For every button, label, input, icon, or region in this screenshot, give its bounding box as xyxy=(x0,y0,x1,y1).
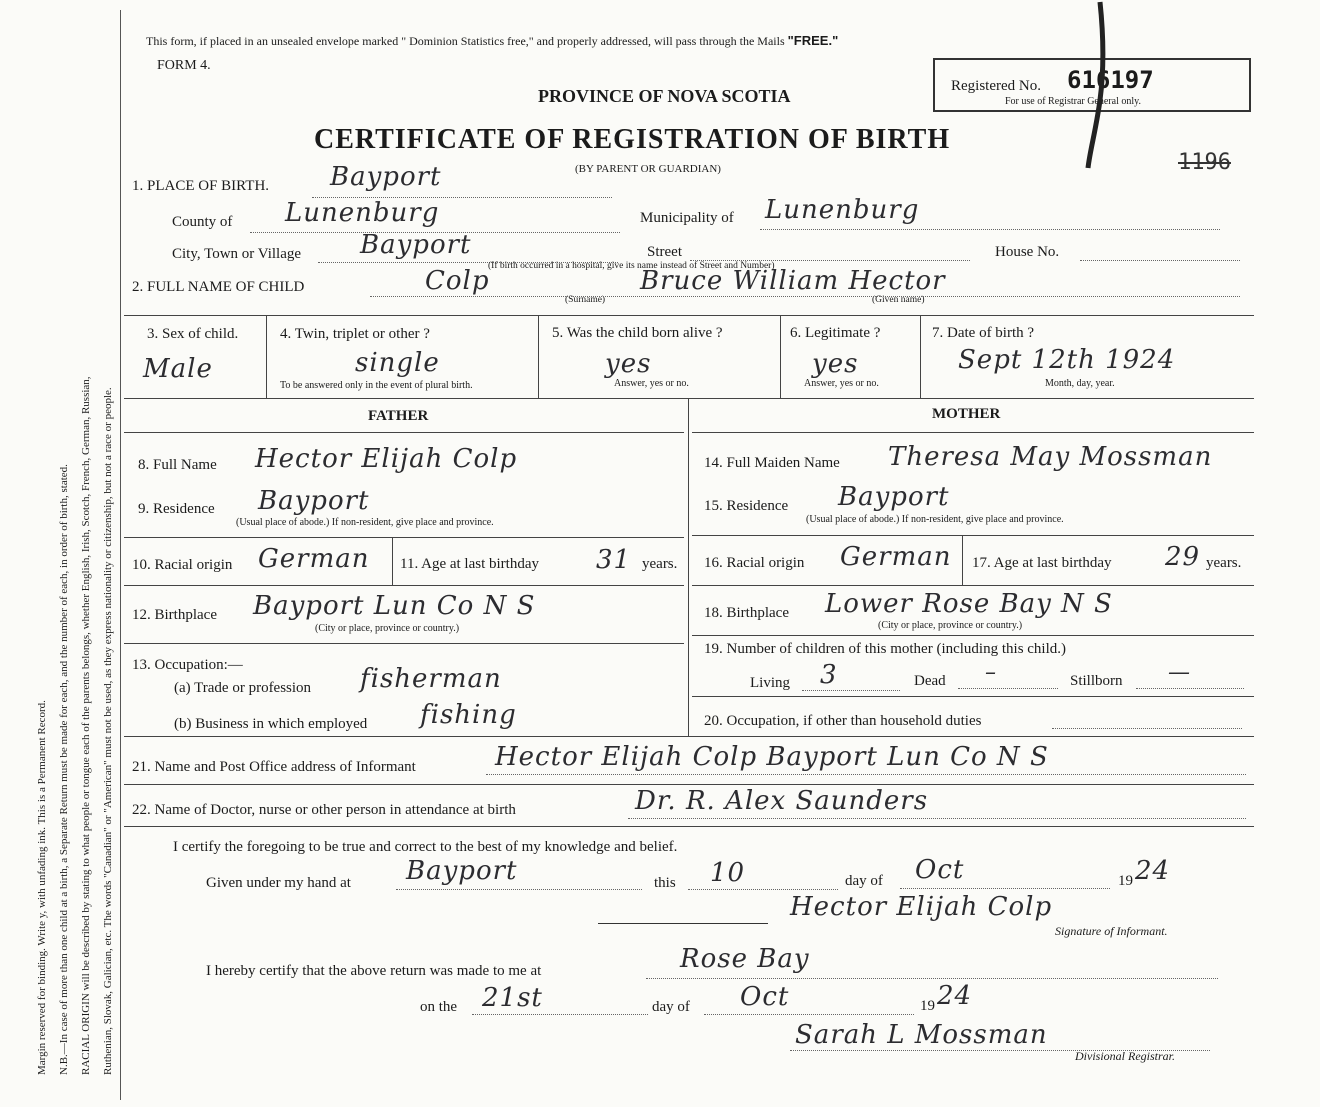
place-of-birth-label: 1. PLACE OF BIRTH. xyxy=(132,178,270,194)
father-heading: FATHER xyxy=(368,408,429,424)
mother-age-value: 29 xyxy=(1165,542,1201,572)
mother-residence-note: (Usual place of abode.) If non-resident, give place and province. xyxy=(806,514,1064,525)
on-the-value: 21st xyxy=(482,983,543,1013)
child-name-line xyxy=(370,296,1240,297)
page-title: CERTIFICATE OF REGISTRATION OF BIRTH xyxy=(314,124,951,155)
stillborn-line xyxy=(1136,688,1244,689)
street-line xyxy=(690,260,970,261)
informant-bottom-rule xyxy=(124,826,1254,827)
attendant-value: Dr. R. Alex Saunders xyxy=(635,786,929,816)
house-number-line xyxy=(1080,260,1240,261)
boxes-top-rule xyxy=(124,315,1254,316)
given-under-label: Given under my hand at xyxy=(206,875,351,891)
year2-value: 24 xyxy=(937,981,973,1011)
father-residence-value: Bayport xyxy=(258,486,370,516)
mother-age-unit: years. xyxy=(1206,555,1242,571)
year-value: 24 xyxy=(1135,856,1171,886)
this-line xyxy=(688,889,838,890)
child-surname-caption: (Surname) xyxy=(565,295,606,305)
registrar-signature: Sarah L Mossman xyxy=(795,1020,1048,1050)
mail-notice-free: "FREE." xyxy=(787,33,839,48)
year-prefix: 19 xyxy=(1118,873,1133,889)
city-label: City, Town or Village xyxy=(172,246,302,262)
this-value: 10 xyxy=(710,858,746,888)
children-count-label: 19. Number of children of this mother (including this child.) xyxy=(704,641,1067,657)
registered-number-note: For use of Registrar General only. xyxy=(1005,96,1141,107)
informant-signature-caption: Signature of Informant. xyxy=(1055,924,1168,938)
informant-line xyxy=(486,774,1246,775)
trade-label: (a) Trade or profession xyxy=(174,680,312,696)
father-name-value: Hector Elijah Colp xyxy=(255,444,518,474)
mail-notice xyxy=(146,33,838,49)
informant-mid-rule xyxy=(124,784,1254,785)
date-of-birth-label: 7. Date of birth ? xyxy=(932,325,1035,341)
twin-value: single xyxy=(355,348,440,378)
father-name-label: 8. Full Name xyxy=(138,457,217,473)
business-value: fishing xyxy=(420,700,517,730)
mother-occupation-label: 20. Occupation, if other than household duties xyxy=(704,713,982,729)
dead-label: Dead xyxy=(914,673,946,689)
street-label: Street xyxy=(647,244,682,260)
mother-residence-value: Bayport xyxy=(838,482,950,512)
return-made-at-line xyxy=(646,978,1218,979)
street-note: (If birth occurred in a hospital, give its name instead of Street and Number) xyxy=(488,261,775,271)
form-number: FORM 4. xyxy=(157,58,211,73)
mother-birthplace-label: 18. Birthplace xyxy=(704,605,789,621)
day-of-label: day of xyxy=(845,873,883,889)
occupation-label: 13. Occupation:— xyxy=(132,657,243,673)
twin-label: 4. Twin, triplet or other ? xyxy=(280,326,430,342)
father-rule-4 xyxy=(124,643,684,644)
on-the-line xyxy=(472,1014,648,1015)
box-divider-2 xyxy=(538,315,539,398)
boxes-bottom-rule xyxy=(124,398,1254,399)
mother-residence-label: 15. Residence xyxy=(704,498,789,514)
mother-rule-4 xyxy=(692,635,1254,636)
mother-racial-value: German xyxy=(840,542,952,572)
mail-notice-text: This form, if placed in an unsealed envelope marked " Dominion Statistics free," and properly addressed, will pass through the Mails xyxy=(146,34,785,48)
place-of-birth-value: Bayport xyxy=(330,162,442,192)
child-given-name-value: Bruce William Hector xyxy=(640,266,946,296)
return-made-statement: I hereby certify that the above return was made to me at xyxy=(206,963,542,979)
on-the-label: on the xyxy=(420,999,458,1015)
date-of-birth-note: Month, day, year. xyxy=(1045,378,1115,389)
day-of2-label: day of xyxy=(652,999,690,1015)
stamp-number: 1196 xyxy=(1178,150,1231,175)
father-residence-note: (Usual place of abode.) If non-resident, give place and province. xyxy=(236,517,494,528)
living-value: 3 xyxy=(820,660,838,690)
given-place-value: Bayport xyxy=(406,856,518,886)
parents-center-rule xyxy=(688,398,689,736)
mother-rule-3 xyxy=(692,585,1254,586)
city-value: Bayport xyxy=(360,230,472,260)
child-surname-value: Colp xyxy=(425,266,490,296)
mother-name-label: 14. Full Maiden Name xyxy=(704,455,840,471)
father-birthplace-value: Bayport Lun Co N S xyxy=(253,591,536,621)
father-age-value: 31 xyxy=(596,545,632,575)
living-line xyxy=(802,690,900,691)
municipality-value: Lunenburg xyxy=(765,195,920,225)
father-rule-3 xyxy=(124,585,684,586)
this-label: this xyxy=(654,875,676,891)
registered-number: 616197 xyxy=(1067,66,1154,94)
father-birthplace-label: 12. Birthplace xyxy=(132,607,217,623)
trade-value: fisherman xyxy=(360,664,502,694)
informant-label: 21. Name and Post Office address of Informant xyxy=(132,759,416,775)
mother-age-label: 17. Age at last birthday xyxy=(972,555,1112,571)
mother-heading: MOTHER xyxy=(932,406,1001,422)
municipality-line xyxy=(760,229,1220,230)
stillborn-label: Stillborn xyxy=(1070,673,1123,689)
mother-name-value: Theresa May Mossman xyxy=(888,442,1213,472)
father-racial-divider xyxy=(392,537,393,585)
father-racial-label: 10. Racial origin xyxy=(132,557,233,573)
box-divider-4 xyxy=(920,315,921,398)
return-made-at-value: Rose Bay xyxy=(680,944,810,974)
father-rule-2 xyxy=(124,537,684,538)
informant-value: Hector Elijah Colp Bayport Lun Co N S xyxy=(495,742,1049,772)
born-alive-note: Answer, yes or no. xyxy=(614,378,689,389)
mother-rule-1 xyxy=(692,432,1254,433)
attendant-label: 22. Name of Doctor, nurse or other person in attendance at birth xyxy=(132,802,516,818)
margin-note-multiple-births: N.B.—In case of more than one child at a birth, a Separate Return must be made for each, and the number of each, in order of birth, stated. xyxy=(58,464,70,1075)
born-alive-value: yes xyxy=(605,349,652,379)
margin-note-binding: Margin reserved for binding. Write y, with unfading ink. This is a Permanent Record. xyxy=(36,700,48,1075)
box-divider-3 xyxy=(780,315,781,398)
county-label: County of xyxy=(172,214,233,230)
certify-statement: I certify the foregoing to be true and correct to the best of my knowledge and belief. xyxy=(173,839,678,855)
day-of-value: Oct xyxy=(915,855,965,885)
father-racial-value: German xyxy=(258,544,370,574)
year2-prefix: 19 xyxy=(920,998,935,1014)
born-alive-label: 5. Was the child born alive ? xyxy=(552,325,723,341)
municipality-label: Municipality of xyxy=(640,210,734,226)
day-of2-line xyxy=(704,1014,914,1015)
dead-line xyxy=(958,688,1058,689)
father-age-label: 11. Age at last birthday xyxy=(400,556,539,572)
margin-note-racial-origin-2: Ruthenian, Slovak, Galician, etc. The words "Canadian" or "American" must not be used, as they express nationality or citizenship, but not a race or people. xyxy=(102,387,114,1075)
informant-signature: Hector Elijah Colp xyxy=(790,892,1053,922)
father-birthplace-note: (City or place, province or country.) xyxy=(315,623,460,634)
registrar-caption: Divisional Registrar. xyxy=(1075,1049,1176,1063)
father-residence-label: 9. Residence xyxy=(138,501,215,517)
given-place-line xyxy=(396,889,642,890)
margin-rule xyxy=(120,10,121,1100)
legitimate-note: Answer, yes or no. xyxy=(804,378,879,389)
margin-note-racial-origin-1: RACIAL ORIGIN will be described by stating to what people or tongue each of the parents belongs, whether English, Irish, Scotch, French, German, Russian, xyxy=(80,376,92,1075)
informant-top-rule xyxy=(124,736,1254,737)
registered-number-label: Registered No. xyxy=(951,78,1041,94)
ink-stroke xyxy=(1060,0,1120,170)
sex-value: Male xyxy=(143,354,213,384)
attendant-line xyxy=(628,818,1246,819)
twin-note: To be answered only in the event of plural birth. xyxy=(280,380,473,391)
living-label: Living xyxy=(750,675,790,691)
father-age-unit: years. xyxy=(642,556,678,572)
sex-label: 3. Sex of child. xyxy=(147,326,239,342)
child-name-label: 2. FULL NAME OF CHILD xyxy=(132,279,305,295)
binding-margin xyxy=(0,0,120,1107)
stillborn-value: — xyxy=(1168,660,1191,685)
house-number-label: House No. xyxy=(995,244,1060,260)
child-given-name-caption: (Given name) xyxy=(872,295,925,305)
mother-rule-2 xyxy=(692,535,1254,536)
page-subtitle: (BY PARENT OR GUARDIAN) xyxy=(575,163,721,175)
business-label: (b) Business in which employed xyxy=(174,716,368,732)
county-value: Lunenburg xyxy=(285,198,440,228)
signature-rule xyxy=(598,923,768,924)
mother-birthplace-note: (City or place, province or country.) xyxy=(878,620,1023,631)
day-of-line xyxy=(900,888,1110,889)
legitimate-label: 6. Legitimate ? xyxy=(790,325,881,341)
mother-occupation-line xyxy=(1052,728,1242,729)
dead-value: – xyxy=(985,660,997,685)
mother-racial-divider xyxy=(962,535,963,585)
box-divider-1 xyxy=(266,315,267,398)
date-of-birth-value: Sept 12th 1924 xyxy=(958,345,1176,375)
province-heading: PROVINCE OF NOVA SCOTIA xyxy=(538,86,791,106)
mother-racial-label: 16. Racial origin xyxy=(704,555,805,571)
mother-rule-5 xyxy=(692,696,1254,697)
mother-birthplace-value: Lower Rose Bay N S xyxy=(825,589,1113,619)
day-of2-value: Oct xyxy=(740,982,790,1012)
father-rule-1 xyxy=(124,432,684,433)
legitimate-value: yes xyxy=(812,349,859,379)
